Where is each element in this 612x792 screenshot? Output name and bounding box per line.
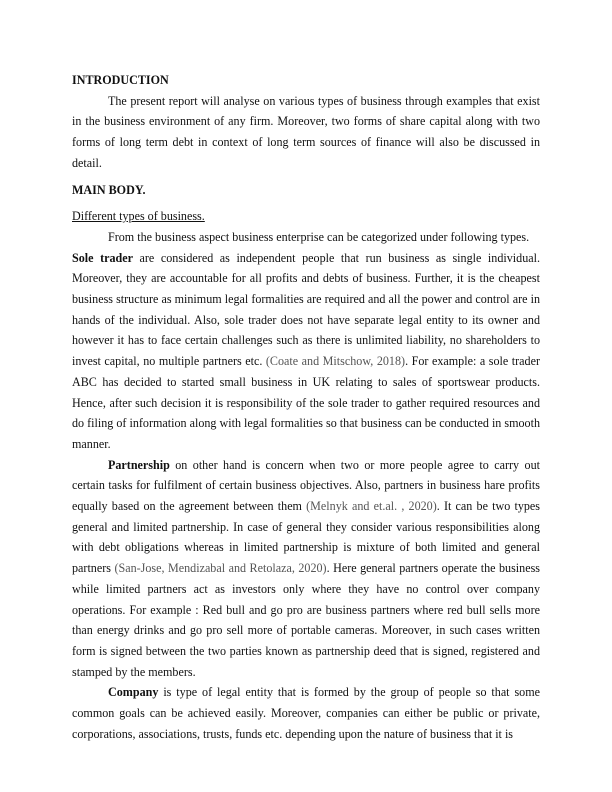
company-term: Company	[108, 685, 159, 700]
partnership-citation-1: (Melnyk and et.al. , 2020)	[306, 499, 437, 514]
introduction-heading: INTRODUCTION	[72, 73, 169, 87]
partnership-citation-2: (San-Jose, Mendizabal and Retolaza, 2020)	[114, 561, 327, 576]
partnership-term: Partnership	[108, 457, 170, 472]
partnership-text-1: on other hand is concern when two or more people agree to carry out certain tasks for fulfilment of certain business objectives. Also, partners in business hare profits equally based on the agreement between them	[72, 457, 540, 514]
sole-trader-term: Sole trader	[72, 250, 133, 265]
sole-trader-paragraph	[72, 248, 540, 455]
document-page	[72, 70, 540, 745]
introduction-paragraph: The present report will analyse on various types of business through examples that exist in the business environment of any firm. Moreover, two forms of share capital along with two forms of long term debt in context of long term sources of finance will also be discussed in detail.	[72, 93, 540, 170]
company-paragraph	[72, 682, 540, 744]
partnership-paragraph	[72, 455, 540, 683]
partnership-text-3: . Here general partners operate the business while limited partners act as investors only where they have no control over company operations. For example : Red bull and go pro are business partners where red bull sells more than energy drinks and go pro sell more of portable cameras. Moreover, in such cases written form is signed between the two parties known as partnership deed that is signed, registered and stamped by the members.	[72, 561, 540, 679]
partnership-text-2: . It can be two types general and limited partnership. In case of general they consider various responsibilities along with debt obligations whereas in limited partnership is mixture of both limited and general partners	[72, 499, 540, 576]
sole-trader-text-2: . For example: a sole trader ABC has decided to started small business in UK relating to sales of sportswear products. Hence, after such decision it is responsibility of the sole trader to gather required resources and do filing of information along with legal formalities so that business can be conducted in smooth manner.	[72, 354, 540, 451]
main-body-heading: MAIN BODY.	[72, 182, 146, 197]
business-types-lead: From the business aspect business enterprise can be categorized under following types.	[108, 229, 530, 244]
business-types-subheading: Different types of business.	[72, 209, 205, 224]
sole-trader-text-1: are considered as independent people that run business as single individual. Moreover, they are accountable for all profits and debts of business. Further, it is the cheapest business structure as minimum legal formalities are required and all the power and control are in hands of the individual. Also, sole trader does not have separate legal entity to its owner and however it has to face certain challenges such as there is unlimited liability, no shareholders to invest capital, no multiple partners etc.	[72, 250, 540, 369]
sole-trader-citation: (Coate and Mitschow, 2018)	[265, 354, 406, 369]
company-text-1: is type of legal entity that is formed by the group of people so that some common goals can be achieved easily. Moreover, companies can either be public or private, corporations, associations, trusts, funds etc. depending upon the nature of business that it is	[72, 685, 540, 741]
